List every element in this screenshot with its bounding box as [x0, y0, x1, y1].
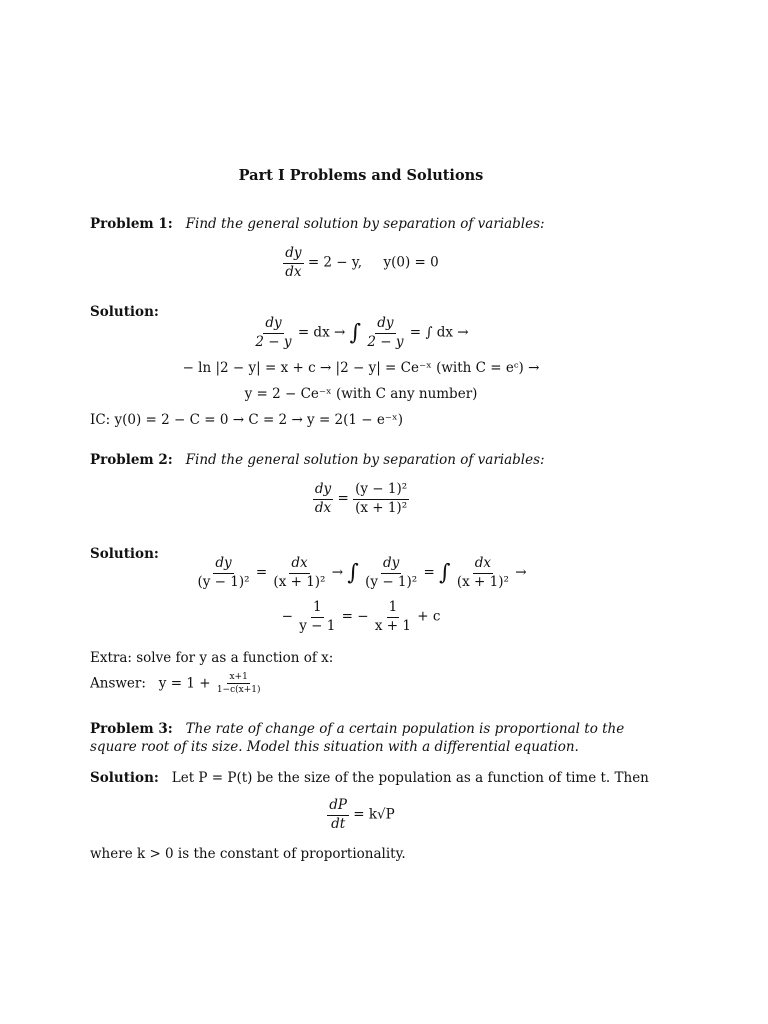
denominator: 2 − y	[367, 333, 404, 350]
arrow: →	[331, 564, 344, 581]
constant-term: + c	[417, 608, 441, 625]
problem-2-solution-step-2	[0, 600, 722, 634]
problem-1-label: Problem 1:	[90, 216, 173, 232]
equals-sign: = −	[341, 608, 369, 625]
fraction	[253, 316, 293, 350]
numerator: dy	[283, 246, 303, 264]
problem-3-where: where k > 0 is the constant of proportionality.	[90, 846, 406, 862]
denominator: dx	[285, 263, 302, 280]
equals-sign: =	[423, 564, 435, 581]
fraction	[373, 600, 413, 634]
problem-3-statement	[90, 720, 650, 756]
fraction	[353, 482, 409, 516]
numerator: dy	[213, 556, 233, 574]
fraction	[271, 556, 327, 590]
solution-text: = dx →	[297, 324, 350, 341]
problem-2-solution-label: Solution:	[90, 546, 159, 562]
problem-2-extra: Extra: solve for y as a function of x:	[90, 650, 334, 666]
denominator: (y − 1)²	[365, 573, 418, 590]
fraction	[195, 556, 251, 590]
numerator: dy	[375, 316, 395, 334]
fraction	[363, 556, 419, 590]
denominator: (x + 1)²	[355, 499, 408, 516]
equals-sign: =	[337, 490, 349, 507]
denominator: 1−c(x+1)	[216, 685, 261, 696]
problem-2-statement	[90, 452, 545, 468]
problem-3-equation	[0, 798, 722, 832]
denominator: (y − 1)²	[197, 573, 250, 590]
fraction	[455, 556, 511, 590]
fraction	[365, 316, 405, 350]
problem-2-label: Problem 2:	[90, 452, 173, 468]
numerator: 1	[387, 600, 400, 618]
integral-symbol: ∫	[349, 320, 362, 346]
numerator: dx	[473, 556, 493, 574]
problem-1-solution-step-2: − ln |2 − y| = x + c → |2 − y| = Ce⁻ˣ (with C = eᶜ) →	[182, 360, 540, 376]
fraction	[283, 246, 303, 280]
problem-1-solution-step-1	[0, 316, 722, 350]
fraction	[297, 600, 337, 634]
problem-2-solution-step-1	[0, 556, 722, 590]
initial-condition: y(0) = 0	[383, 254, 439, 271]
problem-1-solution-label: Solution:	[90, 304, 159, 320]
problem-1-solution-step-3: y = 2 − Ce⁻ˣ (with C any number)	[244, 386, 478, 402]
numerator: dy	[313, 482, 333, 500]
numerator: x+1	[227, 672, 249, 684]
numerator: dy	[381, 556, 401, 574]
fraction	[215, 672, 263, 696]
problem-3-solution-text: Let P = P(t) be the size of the population as a function of time t. Then	[171, 770, 649, 786]
page-title: Part I Problems and Solutions	[238, 167, 484, 184]
integral-symbol: ∫	[439, 560, 451, 586]
arrow: →	[515, 564, 527, 581]
problem-1-initial-condition-result: IC: y(0) = 2 − C = 0 → C = 2 → y = 2(1 − e⁻ˣ)	[90, 412, 404, 428]
numerator: dx	[289, 556, 309, 574]
denominator: (x + 1)²	[456, 573, 509, 590]
answer-lhs: y = 1 +	[158, 675, 211, 692]
numerator: dy	[263, 316, 283, 334]
problem-3-solution-label: Solution:	[90, 770, 159, 786]
denominator: dt	[331, 815, 346, 832]
answer-label: Answer:	[90, 675, 146, 692]
equals-sign: =	[255, 564, 268, 581]
fraction	[313, 482, 333, 516]
problem-3-prompt: The rate of change of a certain population is proportional to the square root of its size. Model this situation with a differential equation.	[90, 721, 625, 755]
minus-sign: −	[281, 608, 293, 625]
problem-3-solution	[90, 770, 649, 786]
denominator: x + 1	[374, 617, 411, 634]
denominator: (x + 1)²	[273, 573, 326, 590]
denominator: y − 1	[299, 617, 336, 634]
problem-2-prompt: Find the general solution by separation of variables:	[185, 452, 545, 468]
denominator: 2 − y	[255, 333, 292, 350]
equation-rhs: = 2 − y,	[307, 254, 363, 271]
fraction	[327, 798, 349, 832]
denominator: dx	[314, 499, 332, 516]
problem-2-answer	[90, 672, 263, 696]
equation-rhs: = k√P	[353, 806, 395, 823]
integral-symbol: ∫	[347, 560, 359, 586]
problem-1-equation	[0, 246, 722, 280]
numerator: (y − 1)²	[353, 482, 409, 500]
problem-1-prompt: Find the general solution by separation of variables:	[185, 216, 545, 232]
problem-2-equation	[0, 482, 722, 516]
problem-3-label: Problem 3:	[90, 721, 173, 737]
solution-text: = ∫ dx →	[409, 324, 469, 341]
numerator: dP	[327, 798, 349, 816]
numerator: 1	[311, 600, 324, 618]
problem-1-statement	[90, 216, 545, 232]
